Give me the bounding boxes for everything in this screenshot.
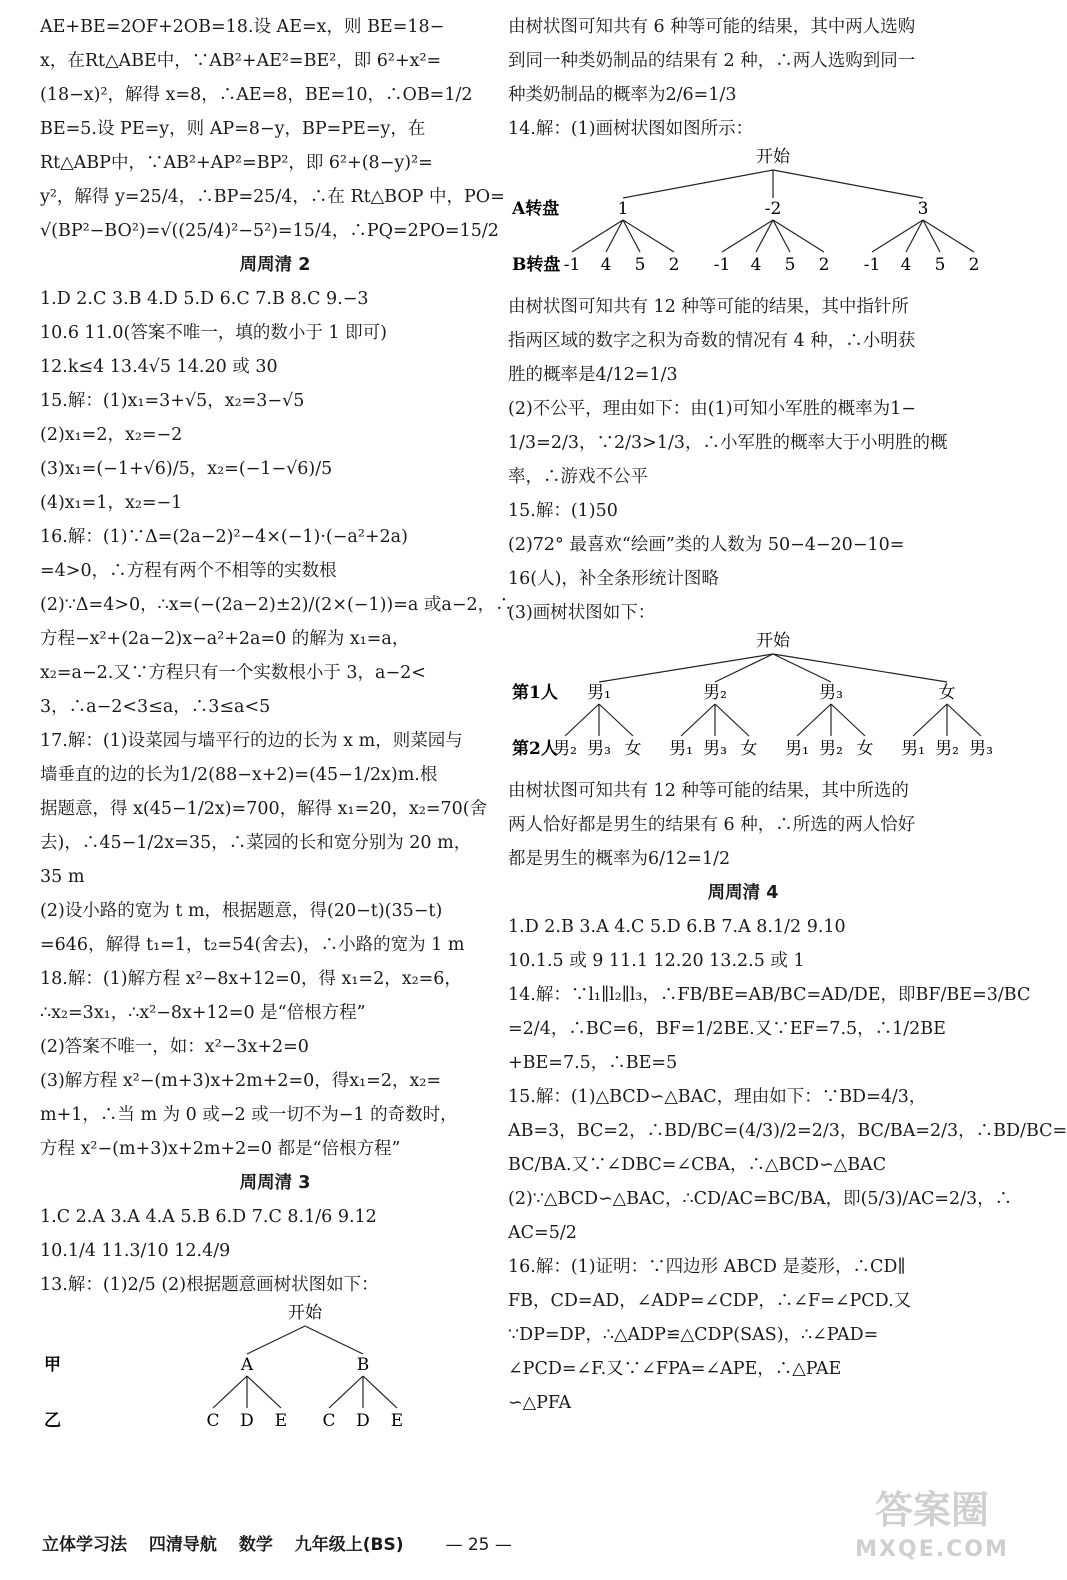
tree-leaf: 男₁ [785, 739, 809, 759]
tree-node: 男₁ [587, 683, 611, 703]
tree-edge [773, 654, 947, 682]
tree-leaf: 女 [740, 739, 758, 759]
tree-edge [947, 704, 981, 736]
answer-line: 10.1.5 或 9 11.1 12.20 13.2.5 或 1 [508, 951, 805, 971]
answer-line: 12.k≤4 13.4√5 14.20 或 30 [40, 357, 278, 377]
answer-line: 由树状图可知共有 12 种等可能的结果，其中指针所 [508, 297, 909, 317]
page-number: — 25 — [445, 1535, 512, 1555]
answer-line: 16.解：(1)证明：∵四边形 ABCD 是菱形，∴CD∥ [508, 1257, 906, 1277]
tree-leaf: 男₃ [587, 739, 611, 759]
tree-level1-label: 第1人 [512, 683, 558, 703]
tree-leaf: 男₁ [669, 739, 693, 759]
answer-line: x₂=a−2.又∵方程只有一个实数根小于 3，a−2< [40, 663, 426, 683]
answer-line: FB，CD=AD，∠ADP=∠CDP，∴∠F=∠PCD.又 [508, 1291, 912, 1311]
answer-line: (3)解方程 x²−(m+3)x+2m+2=0，得x₁=2，x₂= [40, 1071, 442, 1091]
answer-line: AB=3，BC=2，∴BD/BC=(4/3)/2=2/3，BC/BA=2/3，∴BD/BC= [508, 1121, 1067, 1141]
answer-line: 去)，∴45−1/2x=35，∴菜园的长和宽分别为 20 m， [40, 833, 472, 853]
answer-line: (2)72° 最喜欢“绘画”类的人数为 50−4−20−10= [508, 535, 905, 555]
answer-line: √(BP²−BO²)=√((25/4)²−5²)=15/4，∴PQ=2PO=15/2 [40, 221, 499, 241]
answer-line: 都是男生的概率为6/12=1/2 [508, 849, 731, 869]
answer-line: (2)∵△BCD∽△BAC，∴CD/AC=BC/BA，即(5/3)/AC=2/3，∴ [508, 1189, 1013, 1209]
tree1-diagram [40, 1302, 510, 1434]
answer-line: 18.解：(1)解方程 x²−8x+12=0，得 x₁=2，x₂=6， [40, 969, 462, 989]
answer-line: 两人恰好都是男生的结果有 6 种，∴所选的两人恰好 [508, 815, 916, 835]
tree-leaf: 2 [818, 255, 830, 275]
tree-edge [913, 704, 947, 736]
tree-node: 1 [617, 199, 629, 219]
tree-edge [247, 1326, 305, 1354]
tree-level2-label: 第2人 [512, 739, 558, 759]
answer-line: y²，解得 y=25/4，∴BP=25/4，∴在 Rt△BOP 中，PO= [40, 187, 505, 207]
tree-edge [715, 704, 749, 736]
tree-leaf: 4 [900, 255, 912, 275]
tree-leaf: 女 [624, 739, 642, 759]
answer-line: ∽△PFA [508, 1393, 572, 1413]
answer-line: 15.解：(1)△BCD∽△BAC，理由如下：∵BD=4/3， [508, 1087, 927, 1107]
tree-leaf: 2 [968, 255, 980, 275]
tree-leaf: E [274, 1411, 288, 1431]
answer-line: ∠PCD=∠F.又∵∠FPA=∠APE，∴△PAE [508, 1359, 842, 1379]
answer-line: 17.解：(1)设菜园与墙平行的边的长为 x m，则菜园与 [40, 731, 463, 751]
section-heading: 周周清 3 [239, 1173, 311, 1193]
answer-line: 指两区域的数字之积为奇数的情况有 4 种，∴小明获 [508, 331, 916, 351]
tree-node: 男₂ [703, 683, 727, 703]
tree-edge [681, 704, 715, 736]
tree-edge [305, 1326, 363, 1354]
answer-line: Rt△ABP中，∵AB²+AP²=BP²，即 6²+(8−y)²= [40, 153, 433, 173]
answer-line: =646，解得 t₁=1，t₂=54(舍去)，∴小路的宽为 1 m [40, 935, 465, 955]
tree-edge [599, 654, 773, 682]
tree-edge [623, 170, 773, 198]
tree-node: A [240, 1355, 254, 1375]
answer-line: (2)x₁=2，x₂=−2 [40, 425, 183, 445]
tree-edge [213, 1376, 247, 1408]
section-heading: 周周清 4 [707, 883, 779, 903]
answer-line: BC/BA.又∵∠DBC=∠CBA，∴△BCD∽△BAC [508, 1155, 887, 1175]
tree-leaf: 男₂ [553, 739, 577, 759]
answer-line: (2)答案不唯一，如：x²−3x+2=0 [40, 1037, 309, 1057]
tree-node: 3 [917, 199, 929, 219]
tree-edge [773, 220, 824, 252]
answer-line: 10.6 11.0(答案不唯一，填的数小于 1 即可) [40, 323, 387, 343]
answer-line: 10.1/4 11.3/10 12.4/9 [40, 1241, 231, 1261]
tree-edge [599, 704, 633, 736]
answer-line: 种类奶制品的概率为2/6=1/3 [508, 85, 737, 105]
answer-line: 1.C 2.A 3.A 4.A 5.B 6.D 7.C 8.1/6 9.12 [40, 1207, 377, 1227]
tree-leaf: 5 [934, 255, 946, 275]
tree-root: 开始 [756, 147, 790, 167]
tree-edge [329, 1376, 363, 1408]
answer-line: 1.D 2.C 3.B 4.D 5.D 6.C 7.B 8.C 9.−3 [40, 289, 369, 309]
tree-leaf: 男₂ [935, 739, 959, 759]
answer-line: (2)设小路的宽为 t m，根据题意，得(20−t)(35−t) [40, 901, 443, 921]
footer-series: 立体学习法 [42, 1535, 127, 1555]
tree-edge [831, 704, 865, 736]
tree-level2-label: B转盘 [512, 255, 561, 275]
footer-subject: 数学 [238, 1535, 273, 1555]
right-column [508, 10, 1067, 1420]
answer-line: 3，∴a−2<3≤a，∴3≤a<5 [40, 697, 271, 717]
tree-leaf: 4 [600, 255, 612, 275]
tree-level1-label: 甲 [44, 1355, 61, 1375]
answer-line: +BE=7.5，∴BE=5 [508, 1053, 678, 1073]
answer-line: 方程 x²−(m+3)x+2m+2=0 都是“倍根方程” [40, 1139, 401, 1159]
answer-line: m+1，∴当 m 为 0 或−2 或一切不为−1 的奇数时， [40, 1105, 458, 1125]
tree-node: 女 [938, 683, 956, 703]
page-footer [42, 1530, 528, 1555]
tree1-wrapper [40, 1302, 510, 1446]
answer-line: 墙垂直的边的长为1/2(88−x+2)=(45−1/2x)m.根 [40, 765, 438, 785]
answer-line: 15.解：(1)50 [508, 501, 618, 521]
tree-node: -2 [764, 199, 782, 219]
answer-line: (3)x₁=(−1+√6)/5，x₂=(−1−√6)/5 [40, 459, 333, 479]
tree-leaf: E [390, 1411, 404, 1431]
tree-edge [773, 170, 923, 198]
tree-leaf: C [322, 1411, 336, 1431]
tree-edge [722, 220, 773, 252]
answer-line: (2)∵Δ=4>0，∴x=(−(2a−2)±2)/(2×(−1))=a 或a−2，∴ [40, 595, 513, 615]
tree-leaf: 2 [668, 255, 680, 275]
answer-line: 由树状图可知共有 6 种等可能的结果，其中两人选购 [508, 17, 916, 37]
answer-line: 方程−x²+(2a−2)x−a²+2a=0 的解为 x₁=a， [40, 629, 410, 649]
answer-line: 35 m [40, 867, 85, 887]
section-heading: 周周清 2 [239, 255, 311, 275]
tree-leaf: D [356, 1411, 370, 1431]
tree-edge [923, 220, 974, 252]
tree-leaf: -1 [713, 255, 731, 275]
tree-edge [572, 220, 623, 252]
tree-leaf: 男₃ [703, 739, 727, 759]
answer-line: (18−x)²，解得 x=8，∴AE=8，BE=10，∴OB=1/2 [40, 85, 473, 105]
tree-root: 开始 [756, 631, 790, 651]
answer-line: 13.解：(1)2/5 (2)根据题意画树状图如下： [40, 1275, 379, 1295]
tree-leaf: -1 [863, 255, 881, 275]
tree-leaf: 5 [784, 255, 796, 275]
answer-line: 率，∴游戏不公平 [508, 467, 648, 487]
tree2-diagram [508, 146, 978, 278]
answer-line: AC=5/2 [508, 1223, 577, 1243]
tree-edge [797, 704, 831, 736]
tree-leaf: 男₂ [819, 739, 843, 759]
tree3-wrapper [508, 630, 993, 774]
tree-edge [565, 704, 599, 736]
footer-grade: 九年级上(BS) [294, 1535, 404, 1555]
answer-line: 到同一种类奶制品的结果有 2 种，∴两人选购到同一 [508, 51, 916, 71]
answer-line: ∴x₂=3x₁，∴x²−8x+12=0 是“倍根方程” [40, 1003, 366, 1023]
answer-line: 1.D 2.B 3.A 4.C 5.D 6.B 7.A 8.1/2 9.10 [508, 917, 846, 937]
tree-leaf: 4 [750, 255, 762, 275]
tree-node: B [356, 1355, 370, 1375]
left-column [40, 10, 513, 1446]
tree3-diagram [508, 630, 993, 762]
watermark-logo: 答案圈 MXQE.COM [855, 1488, 1009, 1562]
tree-node: 男₃ [819, 683, 843, 703]
tree-edge [247, 1376, 281, 1408]
answer-line: x，在Rt△ABE中，∵AB²+AE²=BE²，即 6²+x²= [40, 51, 442, 71]
answer-line: (4)x₁=1，x₂=−1 [40, 493, 183, 513]
answer-line: 由树状图可知共有 12 种等可能的结果，其中所选的 [508, 781, 909, 801]
answer-line: 胜的概率是4/12=1/3 [508, 365, 678, 385]
tree-leaf: 男₁ [901, 739, 925, 759]
tree-leaf: 女 [856, 739, 874, 759]
tree-edge [872, 220, 923, 252]
answer-line: 1/3=2/3，∵2/3>1/3，∴小军胜的概率大于小明胜的概 [508, 433, 948, 453]
tree-leaf: 5 [634, 255, 646, 275]
answer-line: 15.解：(1)x₁=3+√5，x₂=3−√5 [40, 391, 305, 411]
answer-line: (2)不公平，理由如下：由(1)可知小军胜的概率为1− [508, 399, 916, 419]
answer-line: ∵DP=DP，∴△ADP≌△CDP(SAS)，∴∠PAD= [508, 1325, 879, 1345]
tree-level1-label: A转盘 [512, 199, 560, 219]
answer-line: (3)画树状图如下： [508, 603, 656, 623]
answer-line: =4>0，∴方程有两个不相等的实数根 [40, 561, 337, 581]
answer-line: 14.解：(1)画树状图如图所示： [508, 119, 754, 139]
tree-root: 开始 [288, 1303, 322, 1323]
answer-line: =2/4，∴BC=6，BF=1/2BE.又∵EF=7.5，∴1/2BE [508, 1019, 946, 1039]
tree-leaf: C [206, 1411, 220, 1431]
answer-line: 16(人)，补全条形统计图略 [508, 569, 719, 589]
answer-line: 14.解：∵l₁∥l₂∥l₃，∴FB/BE=AB/BC=AD/DE，即BF/BE=3/BC [508, 985, 1031, 1005]
answer-line: 16.解：(1)∵Δ=(2a−2)²−4×(−1)·(−a²+2a) [40, 527, 408, 547]
tree-leaf: -1 [563, 255, 581, 275]
tree-edge [623, 220, 674, 252]
tree-leaf: D [240, 1411, 254, 1431]
tree-level2-label: 乙 [44, 1411, 61, 1431]
tree-leaf: 男₃ [969, 739, 993, 759]
footer-title: 四清导航 [148, 1535, 217, 1555]
answer-line: 据题意，得 x(45−1/2x)=700，解得 x₁=20，x₂=70(舍 [40, 799, 488, 819]
answer-line: BE=5.设 PE=y，则 AP=8−y，BP=PE=y，在 [40, 119, 426, 139]
tree2-wrapper [508, 146, 978, 290]
tree-edge [363, 1376, 397, 1408]
answer-line: AE+BE=2OF+2OB=18.设 AE=x，则 BE=18− [40, 17, 445, 37]
